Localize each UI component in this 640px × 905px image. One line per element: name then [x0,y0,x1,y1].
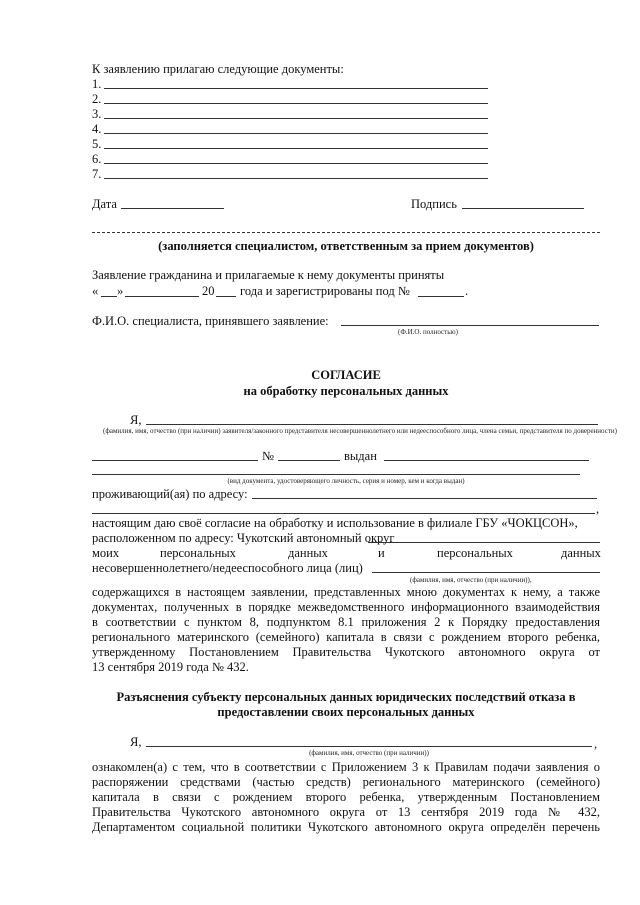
document-type-field[interactable] [92,460,258,461]
year-field[interactable] [216,296,236,297]
specialist-note: (заполняется специалистом, ответственным за прием документов) [158,239,534,253]
attachment-number: 6. [92,152,102,166]
year-prefix: 20 [202,284,215,298]
address-field[interactable] [252,498,597,499]
registration-number-field[interactable] [418,296,464,297]
applicant-name-hint: (фамилия, имя, отчество (при наличии) заявителя/законного представителя несовершеннолетнего или недееспособного лица, члена семьи, представителя по доверенности) [103,427,617,435]
attachment-number: 7. [92,167,102,181]
explanation-body-line: Правительства Чукотского автономного округа от 13 сентября 2019 года № 432, [92,805,600,819]
consent-word: моих [92,546,120,560]
signature-label: Подпись [411,197,457,211]
attachment-number: 5. [92,137,102,151]
consent-body-line: документах, полученных в порядке межведомственного информационного взаимодействия [92,600,600,614]
explanation-name-hint: (фамилия, имя, отчество (при наличии)) [309,749,429,757]
specialist-fio-hint: (Ф.И.О. полностью) [398,328,458,336]
number-sign: № [262,449,274,463]
attachment-line-7[interactable] [104,178,488,179]
explanation-title-cont: предоставлении своих персональных данных [217,705,475,719]
attachment-line-5[interactable] [104,148,488,149]
consent-line-4: несовершеннолетнего/недееспособного лица (лиц) [92,561,363,575]
consent-subtitle: на обработку персональных данных [243,384,449,398]
specialist-fio-label: Ф.И.О. специалиста, принявшего заявление: [92,314,329,328]
consent-word: персональных [160,546,236,560]
consent-body-line: регионального материнского (семейного) капитала в связи с рождением второго ребенка, [92,630,600,644]
consent-body-line: утвержденному Постановлением Правительства Чукотского автономного округа от [92,645,600,659]
explanation-title: Разъяснения субъекту персональных данных юридических последствий отказа в [116,690,576,704]
document-number-field[interactable] [278,460,340,461]
address-comma: , [596,502,600,516]
consent-body-line: содержащихся в настоящем заявлении, представленных мною документах к нему, а также [92,585,600,599]
address-label: проживающий(ая) по адресу: [92,487,248,501]
month-field[interactable] [125,296,199,297]
registered-text: года и зарегистрированы под № [240,284,410,298]
dependent-name-field[interactable] [372,572,600,573]
day-field[interactable] [101,296,117,297]
attachment-line-2[interactable] [104,103,488,104]
address-field-cont[interactable] [92,513,595,514]
attachment-number: 2. [92,92,102,106]
organization-address-field[interactable] [368,542,600,543]
explanation-body-line: капитала в связи с рождением второго ребенка, утвержденным Постановлением [92,790,600,804]
attachments-header: К заявлению прилагаю следующие документы: [92,62,344,76]
consent-word: данных [288,546,328,560]
issued-label: выдан [344,449,377,463]
explanation-body-line: ознакомлен(а) с тем, что в соответствии с Приложением 3 к Правилам подачи заявления о [92,760,600,774]
attachment-line-6[interactable] [104,163,488,164]
applicant-name-field[interactable] [146,424,598,425]
issued-by-field[interactable] [384,460,589,461]
explanation-body-line: распоряжении средствами (частью средств) регионального материнского (семейного) [92,775,600,789]
date-close-quote: » [117,284,124,298]
date-label: Дата [92,197,117,211]
explanation-name-field[interactable] [146,746,592,747]
consent-line-1: настоящим даю своё согласие на обработку и использование в филиале ГБУ «ЧОКЦСОН», [92,516,578,530]
consent-title: СОГЛАСИЕ [311,368,381,382]
date-field[interactable] [121,208,224,209]
explanation-comma: , [594,737,598,751]
accepted-text: Заявление гражданина и прилагаемые к нему документы приняты [92,268,445,282]
consent-line-2: расположенном по адресу: Чукотский автономный округ [92,531,395,545]
period: . [465,284,469,298]
consent-word: персональных [437,546,513,560]
attachment-line-3[interactable] [104,118,488,119]
dependent-name-hint: (фамилия, имя, отчество (при наличии)), [410,576,532,584]
attachment-line-1[interactable] [104,88,488,89]
consent-i-label: Я, [130,413,142,427]
explanation-i-label: Я, [130,735,142,749]
consent-word: данных [561,546,601,560]
signature-field[interactable] [462,208,584,209]
consent-body-line: в соответствии с пунктом 8, подпунктом 8.1 приложения 2 к Порядку предоставления [92,615,600,629]
attachment-number: 3. [92,107,102,121]
date-open-quote: « [92,284,99,298]
attachment-number: 4. [92,122,102,136]
attachment-number: 1. [92,77,102,91]
section-divider [92,232,600,233]
issued-by-field-cont[interactable] [92,474,580,475]
document-hint: (вид документа, удостоверяющего личность, серия и номер, кем и когда выдан) [227,477,465,485]
consent-last-line: 13 сентября 2019 года № 432. [92,660,249,674]
specialist-fio-field[interactable] [341,325,599,326]
explanation-body-line: Департаментом социальной политики Чукотского автономного округа определён перечень [92,820,600,834]
attachment-line-4[interactable] [104,133,488,134]
consent-word: и [378,546,385,560]
